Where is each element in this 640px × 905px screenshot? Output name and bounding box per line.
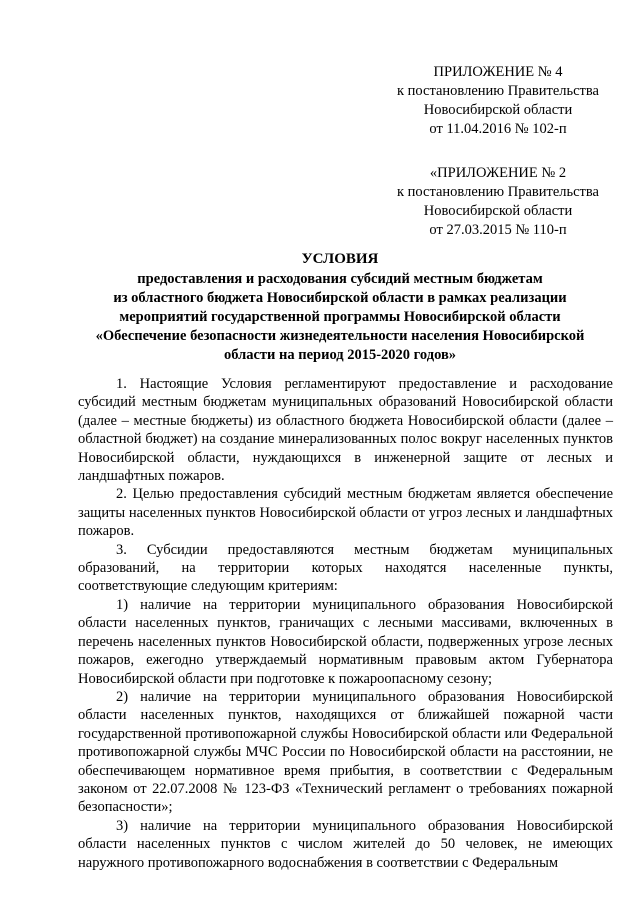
document-subtitle	[60, 270, 620, 365]
subtitle-line: «Обеспечение безопасности жизнедеятельности населения Новосибирской	[95, 328, 585, 344]
annex-header-previous	[388, 164, 608, 240]
annex-region: Новосибирской области	[423, 102, 573, 118]
annex-date: от 27.03.2015 № 110-п	[429, 222, 567, 238]
annex-number: «ПРИЛОЖЕНИЕ № 2	[429, 165, 567, 181]
paragraph-3: 3. Субсидии предоставляются местным бюджетам муниципальных образований, на территории которых находятся населенные пункты, соответствующие следующим критериям:	[78, 541, 613, 595]
document-title: УСЛОВИЯ	[301, 251, 379, 267]
annex-header-current	[388, 63, 608, 139]
annex-date: от 11.04.2016 № 102-п	[429, 121, 567, 137]
annex-region: Новосибирской области	[423, 203, 573, 219]
paragraph-1: 1. Настоящие Условия регламентируют предоставление и расходование субсидий местным бюджетам муниципальных образований Новосибирской области (далее – местные бюджеты) из областного бюджета Новосибирской области (далее – областной бюджет) на создание минерализованных полос вокруг населенных пунктов Новосибирской области, нуждающихся в инженерной защите от лесных и ландшафтных пожаров.	[78, 376, 613, 485]
criterion-3: 3) наличие на территории муниципального образования Новосибирской области населенных пунктов с числом жителей до 50 человек, не имеющих наружного противопожарного водоснабжения в соответствии с Федеральным	[78, 817, 613, 871]
paragraph-2: 2. Целью предоставления субсидий местным бюджетам является обеспечение защиты населенных пунктов Новосибирской области от угроз лесных и ландшафтных пожаров.	[78, 486, 613, 540]
annex-reference: к постановлению Правительства	[397, 184, 599, 200]
subtitle-line: области на период 2015-2020 годов»	[223, 347, 457, 363]
subtitle-line: из областного бюджета Новосибирской области в рамках реализации	[113, 290, 567, 306]
document-heading	[60, 250, 620, 365]
document-body	[78, 375, 613, 872]
criterion-1: 1) наличие на территории муниципального образования Новосибирской области населенных пунктов, граничащих с лесными массивами, включенных в перечень населенных пунктов Новосибирской области, подверженных угрозе лесных пожаров, ежегодно утверждаемый нормативным правовым актом Губернатора Новосибирской области при подготовке к пожароопасному сезону;	[78, 596, 613, 687]
annex-number: ПРИЛОЖЕНИЕ № 4	[433, 64, 563, 80]
annex-reference: к постановлению Правительства	[397, 83, 599, 99]
subtitle-line: мероприятий государственной программы Новосибирской области	[119, 309, 561, 325]
subtitle-line: предоставления и расходования субсидий местным бюджетам	[137, 271, 543, 287]
criterion-2: 2) наличие на территории муниципального образования Новосибирской области населенных пунктов, находящихся от ближайшей пожарной части государственной противопожарной службы Новосибирской области или Федеральной противопожарной службы МЧС России по Новосибирской области на расстоянии, не обеспечивающем нормативное время прибытия, в соответствии с Федеральным законом от 22.07.2008 № 123-ФЗ «Технический регламент о требованиях пожарной безопасности»;	[78, 688, 613, 816]
